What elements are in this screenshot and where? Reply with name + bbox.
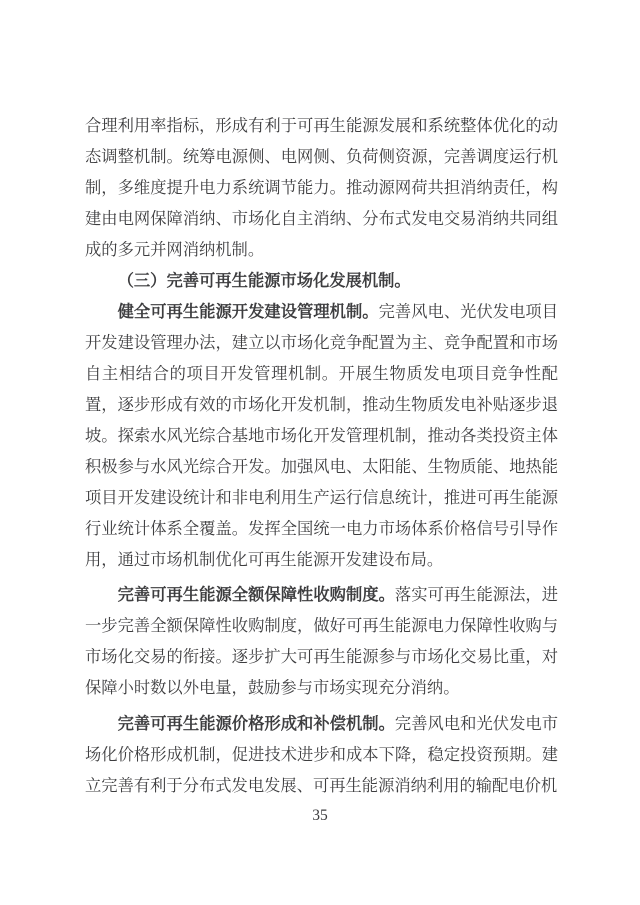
- body-paragraph: [85, 296, 558, 575]
- body-paragraph: [85, 708, 558, 801]
- paragraph-text: 完善风电和光伏发电市场化价格形成机制，促进技术进步和成本下降，稳定投资预期。建立完善有利于分布式发电发展、可再生能源消纳利用的输配电价机: [85, 714, 558, 795]
- page-number: 35: [312, 807, 328, 824]
- section-heading: （三）完善可再生能源市场化发展机制。: [117, 271, 411, 290]
- paragraph-lead: 健全可再生能源开发建设管理机制。: [117, 302, 379, 321]
- paragraph-lead: 完善可再生能源全额保障性收购制度。: [117, 585, 395, 604]
- paragraph-text: 落实可再生能源法，进一步完善全额保障性收购制度，做好可再生能源电力保障性收购与市场化交易的衔接。逐步扩大可再生能源参与市场化交易比重，对保障小时数以外电量，鼓励参与市场实现充分消纳。: [85, 585, 558, 697]
- paragraph-lead: 完善可再生能源价格形成和补偿机制。: [117, 714, 395, 733]
- paragraph-text: 完善风电、光伏发电项目开发建设管理办法，建立以市场化竞争配置为主、竞争配置和市场自主相结合的项目开发管理机制。开展生物质发电项目竞争性配置，逐步形成有效的市场化开发机制，推动生物质发电补贴逐步退坡。探索水风光综合基地市场化开发管理机制，推动各类投资主体积极参与水风光综合开发。加强风电、太阳能、生物质能、地热能项目开发建设统计和非电利用生产运行信息统计，推进可再生能源行业统计体系全覆盖。发挥全国统一电力市场体系价格信号引导作用，通过市场机制优化可再生能源开发建设布局。: [85, 302, 558, 569]
- body-paragraph: [85, 579, 558, 703]
- text-block: [85, 110, 558, 801]
- continuation-paragraph: 合理利用率指标，形成有利于可再生能源发展和系统整体优化的动态调整机制。统筹电源侧、电网侧、负荷侧资源，完善调度运行机制，多维度提升电力系统调节能力。推动源网荷共担消纳责任，构建由电网保障消纳、市场化自主消纳、分布式发电交易消纳共同组成的多元并网消纳机制。: [85, 116, 558, 259]
